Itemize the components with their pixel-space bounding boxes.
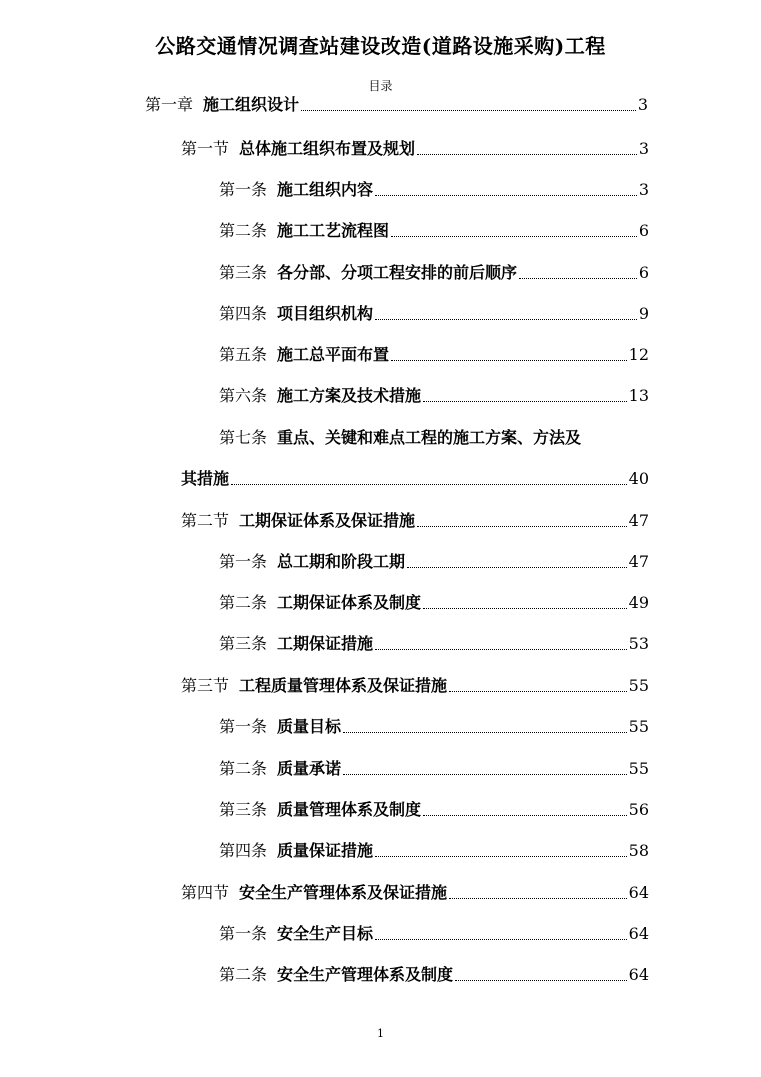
toc-entry-article[interactable] (219, 589, 649, 613)
toc-entry-label: 总工期和阶段工期 (277, 552, 406, 571)
toc-entry-number: 第三节 (181, 676, 230, 695)
toc-entry-section-2[interactable] (181, 507, 649, 531)
toc-entry-label: 安全生产管理体系及制度 (277, 965, 454, 984)
toc-entry-page: 55 (628, 717, 649, 736)
toc-entry-number: 第二条 (219, 593, 268, 612)
document-title: 公路交通情况调查站建设改造(道路设施采购)工程 (155, 34, 606, 58)
dot-leader (343, 732, 627, 733)
toc-entry-page: 47 (628, 511, 649, 530)
toc-entry-page: 47 (628, 552, 649, 571)
toc-entry-article[interactable] (219, 300, 649, 324)
toc-entry-label: 质量管理体系及制度 (277, 800, 422, 819)
toc-entry-page: 64 (628, 883, 649, 902)
toc-entry-number: 第一章 (145, 95, 194, 114)
toc-entry-page: 13 (628, 386, 649, 405)
toc-entry-label: 施工组织设计 (203, 95, 300, 114)
toc-entry-article[interactable] (219, 259, 649, 283)
toc-entry-page: 12 (628, 345, 649, 364)
toc-entry-label: 施工总平面布置 (277, 345, 390, 364)
dot-leader (417, 154, 637, 155)
dot-leader (343, 774, 627, 775)
dot-leader (423, 608, 627, 609)
toc-entry-page: 9 (638, 304, 649, 323)
toc-heading: 目录 (368, 79, 393, 93)
dot-leader (519, 278, 637, 279)
toc-entry-page: 6 (638, 221, 649, 240)
toc-entry-label: 工程质量管理体系及保证措施 (239, 676, 448, 695)
toc-entry-label: 安全生产管理体系及保证措施 (239, 883, 448, 902)
dot-leader (423, 401, 627, 402)
dot-leader (375, 939, 627, 940)
toc-entry-page: 55 (628, 676, 649, 695)
dot-leader (417, 526, 627, 527)
toc-entry-number: 第三条 (219, 634, 268, 653)
dot-leader (391, 360, 627, 361)
toc-entry-number: 第一节 (181, 139, 230, 158)
dot-leader (423, 815, 627, 816)
dot-leader (455, 980, 627, 981)
toc-entry-section-3[interactable] (181, 672, 649, 696)
toc-entry-label: 安全生产目标 (277, 924, 374, 943)
toc-entry-article-continuation[interactable] (181, 465, 649, 489)
toc-entry-label: 重点、关键和难点工程的施工方案、方法及 (277, 428, 582, 447)
toc-entry-number: 第一条 (219, 717, 268, 736)
toc-entry-number: 第五条 (219, 345, 268, 364)
toc-entry-number: 第七条 (219, 428, 268, 447)
dot-leader (407, 567, 627, 568)
toc-entry-section-4[interactable] (181, 879, 649, 903)
toc-entry-number: 第一条 (219, 180, 268, 199)
toc-entry-label-continuation: 其措施 (181, 469, 230, 488)
toc-entry-article-wrapped[interactable] (219, 424, 581, 448)
toc-entry-page: 55 (628, 759, 649, 778)
dot-leader (375, 649, 627, 650)
toc-entry-label: 工期保证措施 (277, 634, 374, 653)
toc-entry-label: 各分部、分项工程安排的前后顺序 (277, 263, 518, 282)
toc-entry-section-1[interactable] (181, 135, 649, 159)
toc-entry-number: 第二条 (219, 221, 268, 240)
toc-entry-article[interactable] (219, 920, 649, 944)
toc-entry-label: 工期保证体系及保证措施 (239, 511, 416, 530)
toc-entry-label: 施工工艺流程图 (277, 221, 390, 240)
dot-leader (391, 236, 637, 237)
toc-entry-page: 3 (637, 95, 648, 114)
toc-entry-number: 第一条 (219, 924, 268, 943)
toc-entry-number: 第四条 (219, 841, 268, 860)
dot-leader (375, 856, 627, 857)
toc-entry-label: 质量目标 (277, 717, 342, 736)
toc-entry-article[interactable] (219, 755, 649, 779)
dot-leader (449, 691, 627, 692)
toc-entry-page: 53 (628, 634, 649, 653)
toc-entry-number: 第三条 (219, 263, 268, 282)
dot-leader (231, 484, 627, 485)
toc-entry-article[interactable] (219, 217, 649, 241)
toc-entry-label: 施工方案及技术措施 (277, 386, 422, 405)
toc-entry-page: 56 (628, 800, 649, 819)
toc-entry-article[interactable] (219, 713, 649, 737)
dot-leader (449, 898, 627, 899)
dot-leader (375, 195, 637, 196)
toc-entry-page: 3 (638, 180, 649, 199)
toc-entry-page: 64 (628, 965, 649, 984)
toc-entry-article[interactable] (219, 837, 649, 861)
toc-entry-number: 第二条 (219, 965, 268, 984)
toc-entry-page: 40 (628, 469, 649, 488)
toc-entry-article[interactable] (219, 548, 649, 572)
toc-entry-label: 项目组织机构 (277, 304, 374, 323)
toc-entry-label: 总体施工组织布置及规划 (239, 139, 416, 158)
toc-entry-number: 第三条 (219, 800, 268, 819)
toc-entry-page: 58 (628, 841, 649, 860)
toc-entry-article[interactable] (219, 176, 649, 200)
toc-entry-article[interactable] (219, 796, 649, 820)
toc-entry-article[interactable] (219, 630, 649, 654)
toc-entry-number: 第二节 (181, 511, 230, 530)
toc-entry-article[interactable] (219, 341, 649, 365)
dot-leader (301, 110, 636, 111)
toc-entry-number: 第二条 (219, 759, 268, 778)
toc-entry-number: 第四条 (219, 304, 268, 323)
toc-entry-label: 工期保证体系及制度 (277, 593, 422, 612)
toc-entry-label: 质量承诺 (277, 759, 342, 778)
toc-entry-chapter-1[interactable] (145, 91, 648, 115)
page-number: 1 (377, 1027, 384, 1040)
toc-entry-page: 6 (638, 263, 649, 282)
toc-entry-number: 第一条 (219, 552, 268, 571)
dot-leader (375, 319, 637, 320)
toc-entry-page: 49 (628, 593, 649, 612)
toc-entry-label: 施工组织内容 (277, 180, 374, 199)
toc-entry-number: 第四节 (181, 883, 230, 902)
toc-entry-page: 3 (638, 139, 649, 158)
toc-entry-number: 第六条 (219, 386, 268, 405)
toc-entry-article[interactable] (219, 382, 649, 406)
toc-entry-label: 质量保证措施 (277, 841, 374, 860)
toc-entry-page: 64 (628, 924, 649, 943)
toc-entry-article[interactable] (219, 961, 649, 985)
